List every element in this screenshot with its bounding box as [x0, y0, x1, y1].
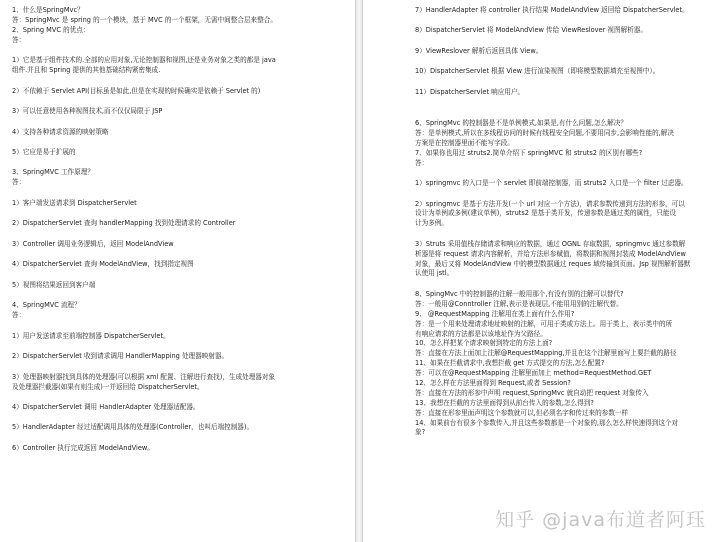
text-line: 对象，最后又将 ModelAndView 中的模型数据通过 reques 域传输到页面。Jsp 视图解析器默	[415, 259, 691, 268]
blank-line	[12, 158, 345, 169]
blank-line	[415, 36, 710, 47]
blank-line	[415, 108, 710, 119]
text-line: 及处理器拦截器(如果有则生成)一并返回给 DispatcherServlet。	[12, 382, 204, 391]
text-line: 8）DispatcherServlet 将 ModelAndView 传给 ViewReslover 视图解析器。	[415, 26, 647, 35]
text-line: 认使用 jstl。	[415, 269, 454, 278]
blank-line	[12, 342, 345, 353]
right-document-page	[362, 0, 720, 542]
blank-line	[12, 250, 345, 261]
text-line: 5）视图将结果返回到客户端	[12, 280, 96, 289]
text-line: 1）它是基于组件技术的.全部的应用对象,无论控制器和视图,还是业务对象之类的都是 java	[12, 56, 276, 65]
text-line: 2）DispatcherServlet 收到请求调用 HandlerMapping 处理器映射器。	[12, 352, 229, 361]
blank-line	[415, 77, 710, 88]
blank-line	[415, 189, 710, 200]
text-line: 答：	[12, 311, 26, 320]
text-line: 答：	[415, 158, 429, 167]
text-line: 设计为单例或多例(建议单例)，struts2 是基于类开发，传递参数是通过类的属性，只能设	[415, 209, 677, 218]
text-line: 4）DispatcherServlet 调用 HandlerAdapter 处理器适配器。	[12, 402, 200, 411]
blank-line	[12, 433, 345, 444]
text-line: 答：	[12, 178, 26, 187]
text-line: 12、怎么样在方法里面得到 Request,或者 Session?	[415, 378, 571, 387]
blank-line	[415, 279, 710, 290]
text-line: 2）springmvc 是基于方法开发(一个 url 对应一个方法)，请求参数传递到方法的形参，可以	[415, 199, 685, 208]
text-line: 6、SpringMvc 的控制器是不是单例模式,如果是,有什么问题,怎么解决？	[415, 119, 627, 128]
text-line: 3）Controller 调用业务逻辑后，返回 ModelAndView	[12, 239, 174, 248]
text-line: 10）DispatcherServlet 根据 View 进行渲染视图（即将模型数据填充至视图中）。	[415, 67, 660, 76]
text-line: 组件.并且和 Spring 提供的其他基础结构紧密集成.	[12, 66, 161, 75]
text-line: 4、SpringMVC 流程？	[12, 301, 81, 310]
blank-line	[415, 16, 710, 27]
blank-line	[415, 229, 710, 240]
text-line: 3）处理器映射器找到具体的处理器(可以根据 xml 配置、注解进行查找)，生成处理器对象	[12, 372, 276, 381]
blank-line	[12, 76, 345, 87]
blank-line	[12, 209, 345, 220]
text-line: 象?	[415, 428, 426, 437]
left-document-page	[0, 0, 356, 542]
text-line: 4）DispatcherServlet 查询 ModelAndView，找到指定视图	[12, 260, 194, 269]
text-line: 3、SpringMVC 工作原理？	[12, 168, 94, 177]
text-line: 9、 @RequestMapping 注解用在类上面有什么作用?	[415, 309, 575, 318]
text-line: 11）DispatcherServlet 响应用户。	[415, 87, 525, 96]
text-line: 1）用户发送请求至前端控制器 DispatcherServlet。	[12, 331, 170, 340]
blank-line	[12, 46, 345, 57]
text-line: 7、如果你也用过 struts2.简单介绍下 springMVC 和 struts2 的区别有哪些?	[415, 148, 643, 157]
blank-line	[12, 270, 345, 281]
blank-line	[415, 98, 710, 109]
text-line: 答：可以在@RequestMapping 注解里面加上 method=RequestMethod.GET	[415, 369, 652, 378]
text-line: 有响应请求的方法都是以该地址作为父路径。	[415, 329, 547, 338]
text-line: 3）Struts 采用值栈存储请求和响应的数据，通过 OGNL 存取数据，springmvc 通过参数解	[415, 239, 686, 248]
text-line: 1）springmvc 的入口是一个 servlet 即前端控制器，而 struts2 入口是一个 filter 过虑器。	[415, 179, 688, 188]
blank-line	[12, 117, 345, 128]
blank-line	[12, 362, 345, 373]
text-line: 1）客户端发送请求到 DispatcherServlet	[12, 198, 137, 207]
blank-line	[12, 188, 345, 199]
text-line: 8、SpingMvc 中的控制器的注解一般用那个,有没有别的注解可以替代?	[415, 289, 624, 298]
blank-line	[12, 413, 345, 424]
text-line: 答：直接在方法上面加上注解@RequestMapping,并且在这个注解里面写上要拦截的路径	[415, 349, 677, 358]
blank-line	[12, 321, 345, 332]
text-line: 5）它应是易于扩展的	[12, 147, 76, 156]
watermark: 知乎 @java布道者阿珏	[495, 509, 706, 531]
blank-line	[415, 57, 710, 68]
text-line: 方案是在控制器里面不能写字段。	[415, 138, 514, 147]
text-line: 答：一般用@Conntroller 注解,表示是表现层,不能用用别的注解代替。	[415, 299, 623, 308]
text-line: 6）Controller 执行完成返回 ModelAndView。	[12, 443, 154, 452]
text-line: 答：直接在方法的形参中声明 request,SpringMvc 就自动把 request 对象传入	[415, 388, 649, 397]
text-line: 2）DispatcherServlet 查询 handlerMapping 找到处理请求的 Controller	[12, 219, 236, 228]
blank-line	[12, 137, 345, 148]
text-line: 2）不依赖于 Servlet API(目标虽是如此,但是在实现的时候确实是依赖于 Servlet 的)	[12, 86, 261, 95]
text-line: 5）HandlerAdapter 经过适配调用具体的处理器(Controller，也叫后端控制器)。	[12, 423, 254, 432]
text-line: 析器是将 request 请求内容解析，并给方法形参赋值，将数据和视图封装成 ModelAndView	[415, 249, 686, 258]
text-line: 4）支持各种请求资源的映射策略	[12, 127, 109, 136]
text-line: 10、怎么样把某个请求映射到特定的方法上面?	[415, 339, 553, 348]
text-line: 7）HandlerAdapter 将 controller 执行结果 ModelAndView 返回给 DispatcherServlet。	[415, 6, 689, 14]
text-line: 9）ViewReslover 解析后返回具体 View。	[415, 46, 543, 55]
text-line: 11、如果在拦截请求中,我想拦截 get 方式提交的方法,怎么配置?	[415, 359, 605, 368]
text-line: 答：SpringMvc 是 spring 的一个模块，基于 MVC 的一个框架，无需中间整合层来整合。	[12, 15, 277, 24]
text-line: 3）可以任意使用各种视图技术,而不仅仅局限于 JSP	[12, 107, 163, 116]
text-line: 答：是一个用来处理请求地址映射的注解，可用于类或方法上。用于类上，表示类中的所	[415, 319, 673, 328]
text-line: 13、我想在拦截的方法里面得到从前台传入的参数,怎么得到?	[415, 398, 594, 407]
blank-line	[415, 168, 710, 179]
text-line: 14、如果前台有很多个参数传入,并且这些参数都是一个对象的,那么怎么样快速得到这个对	[415, 418, 679, 427]
blank-line	[12, 229, 345, 240]
text-line: 计为多例。	[415, 219, 448, 228]
text-line: 答：	[12, 35, 26, 44]
blank-line	[12, 291, 345, 302]
text-line: 1、什么是SpringMvc？	[12, 6, 84, 14]
text-line: 答：是单例模式,所以在多线程访问的时候有线程安全问题,不要用同步,会影响性能的,解决	[415, 128, 674, 137]
text-line: 答：直接在形参里面声明这个参数就可以,但必须名字和传过来的参数一样	[415, 408, 629, 417]
blank-line	[12, 96, 345, 107]
blank-line	[12, 392, 345, 403]
text-line: 2、Spring MVC 的优点：	[12, 25, 90, 34]
